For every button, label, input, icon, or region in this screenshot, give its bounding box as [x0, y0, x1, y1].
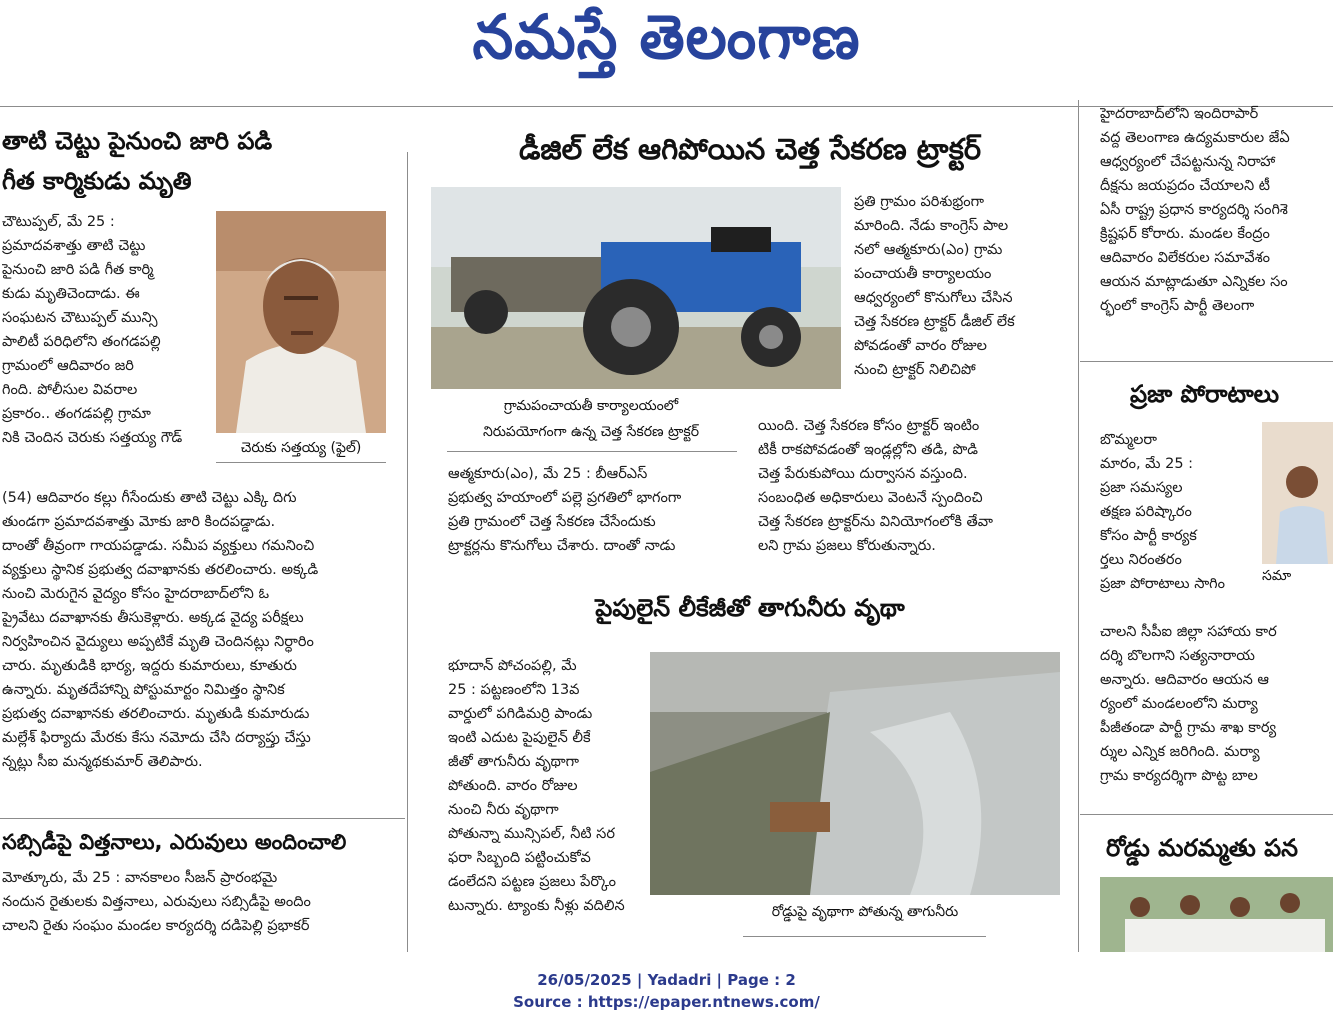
text-line: ట్రాక్టర్లను కొనుగోలు చేశారు. దాంతో నాడు — [448, 538, 676, 554]
text-line: వ్యక్తులు స్థానిక ప్రభుత్వ దవాఖానకు తరలించారు. అక్కడి — [2, 562, 319, 578]
text-line: ర్యంలో మండలంలోని మర్యా — [1100, 696, 1258, 712]
text-line: ఏసీ రాష్ట్ర ప్రధాన కార్యదర్శి సంగిశె — [1100, 202, 1288, 218]
text-line: నికి చెందిన చెరుకు సత్తయ్య గౌడ్ — [2, 430, 183, 446]
text-line: యింది. చెత్త సేకరణ కోసం ట్రాక్టర్ ఇంటిం — [758, 418, 980, 434]
story-headline: రోడ్డు మరమ్మతు పన — [1106, 834, 1299, 862]
text-line: కోసం పార్టీ కార్యక — [1100, 528, 1197, 544]
portrait-illustration — [216, 211, 386, 433]
photo-caption: రోడ్డుపై వృథాగా పోతున్న తాగునీరు — [771, 904, 959, 920]
story-body — [2, 866, 402, 938]
photo-caption: సమా — [1262, 568, 1292, 584]
text-line: నలో ఆత్మకూరు(ఎం) గ్రామ — [854, 242, 1003, 258]
photo-caption: గ్రామపంచాయతీ కార్యాలయంలో — [503, 398, 679, 414]
story-headline: ప్రజా పోరాటాలు — [1130, 380, 1279, 408]
text-line: ఆయన మాట్లాడుతూ ఎన్నికల సం — [1100, 274, 1288, 290]
section-divider — [1080, 361, 1333, 362]
meeting-illustration — [1262, 422, 1333, 564]
text-line: ప్రతి గ్రామం పరిశుభ్రంగా — [854, 194, 984, 210]
story-body — [1100, 102, 1333, 318]
masthead-title: నమస్తే తెలంగాణ — [472, 1, 861, 73]
text-line: హైదరాబాద్‌లోని ఇందిరాపార్ — [1100, 106, 1259, 122]
section-divider — [1080, 814, 1333, 815]
text-line: క్రిష్టఫర్ కోరారు. మండల కేంద్రం — [1100, 226, 1270, 242]
story-body — [2, 486, 402, 774]
caption-rule — [743, 936, 986, 937]
text-line: వార్డులో పగిడిమర్రి పాండు — [448, 706, 593, 722]
text-line: భూదాన్ పోచంపల్లి, మే — [448, 658, 577, 674]
text-line: దాంతో తీవ్రంగా గాయపడ్డాడు. సమీప వ్యక్తులు గమనించి — [2, 538, 315, 554]
tractor-photo — [431, 187, 841, 389]
text-line: ప్రతి గ్రామంలో చెత్త సేకరణ చేసేందుకు — [448, 514, 656, 530]
text-line: మోత్కూరు, మే 25 : వానకాలం సీజన్ ప్రారంభమై — [2, 870, 278, 886]
text-line: మల్లేశ్ ఫిర్యాదు మేరకు కేసు నమోదు చేసి దర్యాప్తు చేస్తు — [2, 730, 311, 746]
text-line: చౌటుప్పల్, మే 25 : — [2, 214, 115, 230]
text-line: చాలని సీపీఐ జిల్లా సహాయ కార — [1100, 624, 1277, 640]
text-line: ర్శుల ఎన్నిక జరిగింది. మర్యా — [1100, 744, 1260, 760]
text-line: ఇంటి ఎదుట పైపులైన్ లీకే — [448, 730, 591, 746]
text-line: ఆధ్వర్యంలో చేపట్టనున్న నిరాహా — [1100, 154, 1276, 170]
portrait-photo — [216, 211, 386, 433]
text-line: ర్తలు నిరంతరం — [1100, 552, 1182, 568]
text-line: ప్రకారం.. తంగడపల్లి గ్రామా — [2, 406, 151, 422]
photo-caption: చెరుకు సత్తయ్య (ఫైల్) — [240, 440, 362, 456]
text-line: మారం, మే 25 : — [1100, 456, 1194, 472]
story-body — [758, 414, 1060, 558]
text-line: 25 : పట్టణంలోని 13వ — [448, 682, 580, 698]
text-line: ఫరా సిబ్బంది పట్టించుకోవ — [448, 850, 591, 866]
story-body — [1100, 620, 1333, 788]
source-link[interactable]: Source : https://epaper.ntnews.com/ — [513, 993, 820, 1011]
text-line: నుంచి ట్రాక్టర్ నిలిచిపో — [854, 362, 976, 378]
edition-info: 26/05/2025 | Yadadri | Page : 2 — [537, 971, 796, 989]
text-line: గ్రామ కార్యదర్శిగా పొట్ట బాల — [1100, 768, 1258, 784]
text-line: కుడు మృతిచెందాడు. ఈ — [2, 286, 140, 302]
text-line: బొమ్మలరా — [1100, 432, 1157, 448]
text-line: దీక్షను జయప్రదం చేయాలని టీ — [1100, 178, 1270, 194]
story-headline: తాటి చెట్టు పైనుంచి జారి పడి — [2, 127, 273, 155]
text-line: ప్రజా సమస్యల — [1100, 480, 1183, 496]
text-line: ప్రభుత్వ దవాఖానకు తరలించారు. మృతుడి కుమారుడు — [2, 706, 310, 722]
text-line: తక్షణ పరిష్కారం — [1100, 504, 1192, 520]
road-protest-photo — [1100, 877, 1333, 952]
text-line: ఆధ్వర్యంలో కొనుగోలు చేసిన — [854, 290, 1013, 306]
text-line: డంలేదని పట్టణ ప్రజలు పేర్కొం — [448, 874, 617, 890]
column-divider — [1078, 100, 1079, 952]
story-body — [854, 190, 1060, 382]
caption-rule — [447, 451, 737, 452]
text-line: వద్ద తెలంగాణ ఉద్యమకారుల జేఏ — [1100, 130, 1290, 146]
story-headline: డీజిల్ లేక ఆగిపోయిన చెత్త సేకరణ ట్రాక్టర్ — [518, 132, 982, 166]
caption-rule — [216, 462, 386, 463]
text-line: చెత్త పేరుకుపోయి దుర్వాసన వస్తుంది. — [758, 466, 968, 482]
text-line: గింది. పోలీసుల వివరాల — [2, 382, 138, 398]
text-line: సంబంధిత అధికారులు వెంటనే స్పందించి — [758, 490, 983, 506]
text-line: పోవడంతో వారం రోజుల — [854, 338, 987, 354]
text-line: న్నట్లు సీఐ మన్మథకుమార్ తెలిపారు. — [2, 754, 203, 770]
text-line: ఆత్మకూరు(ఎం), మే 25 : బీఆర్‌ఎస్ — [448, 466, 648, 482]
text-line: ఆదివారం విలేకరుల సమావేశం — [1100, 250, 1271, 266]
column-divider — [407, 152, 408, 952]
tractor-illustration — [431, 187, 841, 389]
story-headline: సబ్సిడీపై విత్తనాలు, ఎరువులు అందించాలి — [2, 830, 347, 854]
photo-caption: నిరుపయోగంగా ఉన్న చెత్త సేకరణ ట్రాక్టర్ — [482, 424, 700, 440]
story-body — [448, 462, 736, 558]
text-line: టికీ రాకపోవడంతో ఇండ్లల్లోని తడి, పొడి — [758, 442, 979, 458]
text-line: మారింది. నేడు కాంగ్రెస్ పాల — [854, 218, 1009, 234]
text-line: పాలిటీ పరిధిలోని తంగడపల్లి — [2, 334, 161, 350]
text-line: నిర్వహించిన వైద్యులు అప్పటికే మృతి చెందినట్లు నిర్ధారిం — [2, 634, 314, 650]
text-line: ప్రజా పోరాటాలు సాగిం — [1100, 576, 1225, 592]
story-body — [1100, 428, 1252, 596]
story-body — [448, 654, 640, 918]
water-leak-illustration — [650, 652, 1060, 895]
meeting-photo — [1262, 422, 1333, 564]
text-line: పోతున్నా మున్సిపల్, నీటి సర — [448, 826, 615, 842]
text-line: టున్నారు. ట్యాంకు నీళ్లు వదిలిన — [448, 898, 625, 914]
story-headline: గీత కార్మికుడు మృతి — [2, 167, 192, 195]
text-line: లని గ్రామ ప్రజలు కోరుతున్నారు. — [758, 538, 936, 554]
section-divider — [0, 818, 405, 819]
text-line: దర్శి బొలగాని సత్యనారాయ — [1100, 648, 1255, 664]
text-line: పైనుంచి జారి పడి గీత కార్మి — [2, 262, 154, 278]
text-line: చారు. మృతుడికి భార్య, ఇద్దరు కుమారులు, కూతురు — [2, 658, 297, 674]
text-line: జీతో తాగునీరు వృథాగా — [448, 754, 579, 770]
story-headline: పైపులైన్ లీకేజీతో తాగునీరు వృథా — [595, 594, 905, 622]
text-line: తుండగా ప్రమాదవశాత్తు మోకు జారి కిందపడ్డాడు. — [2, 514, 276, 530]
text-line: పీజీతండా పార్టీ గ్రామ శాఖ కార్య — [1100, 720, 1277, 736]
text-line: సంఘటన చౌటుప్పల్ మున్సి — [2, 310, 158, 326]
story-intro — [2, 210, 207, 450]
text-line: ర్భంలో కాంగ్రెస్ పార్టీ తెలంగా — [1100, 298, 1255, 314]
text-line: ఉన్నారు. మృతదేహాన్ని పోస్టుమార్టం నిమిత్తం స్థానిక — [2, 682, 285, 698]
water-leak-photo — [650, 652, 1060, 895]
text-line: ప్రమాదవశాత్తు తాటి చెట్టు — [2, 238, 146, 254]
text-line: నందున రైతులకు విత్తనాలు, ఎరువులు సబ్సిడీపై అందిం — [2, 894, 311, 910]
text-line: ప్రభుత్వ హయాంలో పల్లె ప్రగతిలో భాగంగా — [448, 490, 682, 506]
text-line: చాలని రైతు సంఘం మండల కార్యదర్శి దడిపెల్లి ప్రభాకర్ — [2, 918, 310, 934]
text-line: పోతుంది. వారం రోజుల — [448, 778, 578, 794]
text-line: ప్రైవేటు దవాఖానకు తీసుకెళ్లారు. అక్కడ వైద్య పరీక్షలు — [2, 610, 304, 626]
text-line: చెత్త సేకరణ ట్రాక్టర్ డీజిల్ లేక — [854, 314, 1015, 330]
text-line: పంచాయతీ కార్యాలయం — [854, 266, 992, 282]
text-line: గ్రామంలో ఆదివారం జరి — [2, 358, 134, 374]
road-protest-illustration — [1100, 877, 1333, 952]
text-line: (54) ఆదివారం కల్లు గీసేందుకు తాటి చెట్టు ఎక్కి దిగు — [2, 490, 297, 506]
text-line: నుంచి నీరు వృథాగా — [448, 802, 559, 818]
text-line: అన్నారు. ఆదివారం ఆయన ఆ — [1100, 672, 1269, 688]
text-line: నుంచి మెరుగైన వైద్యం కోసం హైదరాబాద్‌లోని ఓ — [2, 586, 270, 602]
text-line: చెత్త సేకరణ ట్రాక్టర్‌ను వినియోగంలోకి తేవా — [758, 514, 994, 530]
